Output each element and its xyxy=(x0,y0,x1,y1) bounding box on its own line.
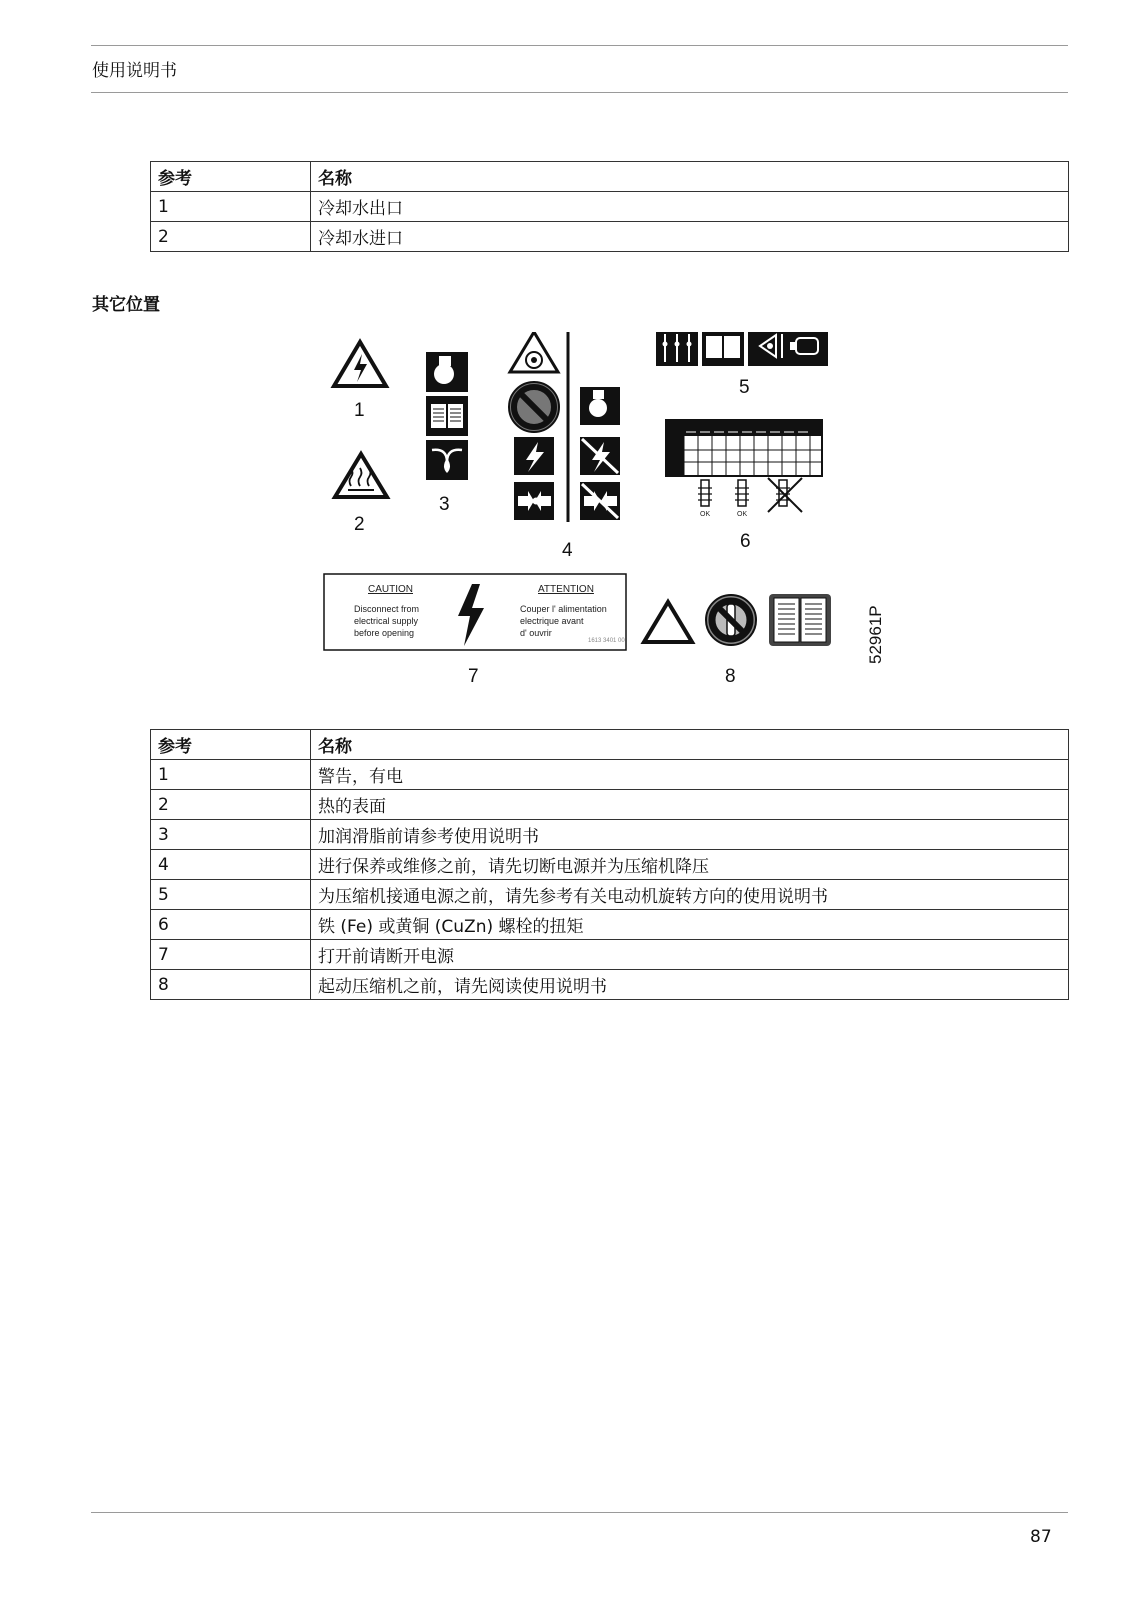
decal-drawing xyxy=(320,332,890,702)
decal-label-4: 4 xyxy=(562,540,573,561)
table-row xyxy=(151,192,1069,222)
column-header-ref: 参考 xyxy=(151,162,311,192)
page-number: 87 xyxy=(1030,1527,1052,1547)
cell-name: 冷却水出口 xyxy=(311,192,1069,222)
cell-name: 进行保养或维修之前，请先切断电源并为压缩机降压 xyxy=(311,850,1069,880)
caution-line: Disconnect from xyxy=(354,604,420,614)
cell-name: 为压缩机接通电源之前，请先参考有关电动机旋转方向的使用说明书 xyxy=(311,880,1069,910)
lubrication-icon xyxy=(426,440,468,480)
figure-code: 52961P xyxy=(866,605,885,664)
grease-gun-icon xyxy=(426,352,468,392)
decal-code: 1613 3401 00 xyxy=(588,638,625,644)
table-header-row xyxy=(151,730,1069,760)
cell-name: 冷却水进口 xyxy=(311,222,1069,252)
column-header-name: 名称 xyxy=(311,162,1069,192)
attention-line: electrique avant xyxy=(520,616,584,626)
attention-line: d' ouvrir xyxy=(520,628,552,638)
reference-table-water xyxy=(150,161,1069,252)
attention-title: ATTENTION xyxy=(538,584,594,595)
warning-triangle-icon xyxy=(644,602,692,642)
footer-rule xyxy=(91,1512,1068,1513)
manual-book-icon xyxy=(769,594,831,646)
cell-ref: 6 xyxy=(151,910,311,940)
table-row xyxy=(151,850,1069,880)
eye-icon xyxy=(748,332,828,366)
cell-ref: 1 xyxy=(151,192,311,222)
decal-label-1: 1 xyxy=(354,400,365,421)
attention-line: Couper l' alimentation xyxy=(520,604,607,614)
table-row xyxy=(151,880,1069,910)
column-header-ref: 参考 xyxy=(151,730,311,760)
cell-ref: 1 xyxy=(151,760,311,790)
caution-line: before opening xyxy=(354,628,415,638)
cell-ref: 8 xyxy=(151,970,311,1000)
decal-label-5: 5 xyxy=(739,377,750,398)
decal-label-6: 6 xyxy=(740,531,751,552)
no-maintenance-icon xyxy=(509,382,559,432)
section-heading: 其它位置 xyxy=(92,295,160,315)
cell-name: 警告，有电 xyxy=(311,760,1069,790)
phase-icon xyxy=(656,332,698,366)
table-header-row xyxy=(151,162,1069,192)
table-row xyxy=(151,940,1069,970)
cell-name: 打开前请断开电源 xyxy=(311,940,1069,970)
decal-label-8: 8 xyxy=(725,666,736,687)
voltage-icon xyxy=(514,437,554,475)
bolt-icon xyxy=(698,478,802,512)
cell-name: 起动压缩机之前，请先阅读使用说明书 xyxy=(311,970,1069,1000)
decal-label-2: 2 xyxy=(354,514,365,535)
caution-title: CAUTION xyxy=(368,584,413,595)
pressure-release-icon xyxy=(580,482,620,520)
cell-name: 铁 (Fe) 或黄铜 (CuZn) 螺栓的扭矩 xyxy=(311,910,1069,940)
hot-surface-icon xyxy=(335,454,387,497)
decal-figure xyxy=(320,332,890,702)
reference-table-decals xyxy=(150,729,1069,1000)
attention-text xyxy=(520,584,607,639)
decal-label-3: 3 xyxy=(439,494,450,515)
decal-label-7: 7 xyxy=(468,666,479,687)
column-header-name: 名称 xyxy=(311,730,1069,760)
header-rule-bottom xyxy=(91,92,1068,93)
table-row xyxy=(151,820,1069,850)
prohibited-icon xyxy=(706,595,756,645)
table-row xyxy=(151,910,1069,940)
header-rule-top xyxy=(91,45,1068,46)
cell-name: 加润滑脂前请参考使用说明书 xyxy=(311,820,1069,850)
rotation-warning-icon xyxy=(510,332,558,372)
table-row xyxy=(151,970,1069,1000)
manual-book-icon xyxy=(702,332,744,366)
caution-line: electrical supply xyxy=(354,616,419,626)
bolt-ok-label: OK xyxy=(700,511,711,518)
manual-book-icon xyxy=(426,396,468,436)
electric-warning-icon xyxy=(334,342,386,386)
header-title: 使用说明书 xyxy=(92,61,177,81)
cell-name: 热的表面 xyxy=(311,790,1069,820)
cell-ref: 5 xyxy=(151,880,311,910)
cell-ref: 7 xyxy=(151,940,311,970)
table-row xyxy=(151,760,1069,790)
torque-table-icon xyxy=(666,420,822,476)
caution-text xyxy=(354,584,419,639)
cell-ref: 2 xyxy=(151,222,311,252)
voltage-icon xyxy=(580,437,620,475)
grease-gun-icon xyxy=(580,387,620,425)
bolt-ok-label: OK xyxy=(737,511,748,518)
cell-ref: 2 xyxy=(151,790,311,820)
cell-ref: 3 xyxy=(151,820,311,850)
pressure-release-icon xyxy=(514,482,554,520)
table-row xyxy=(151,222,1069,252)
cell-ref: 4 xyxy=(151,850,311,880)
table-row xyxy=(151,790,1069,820)
